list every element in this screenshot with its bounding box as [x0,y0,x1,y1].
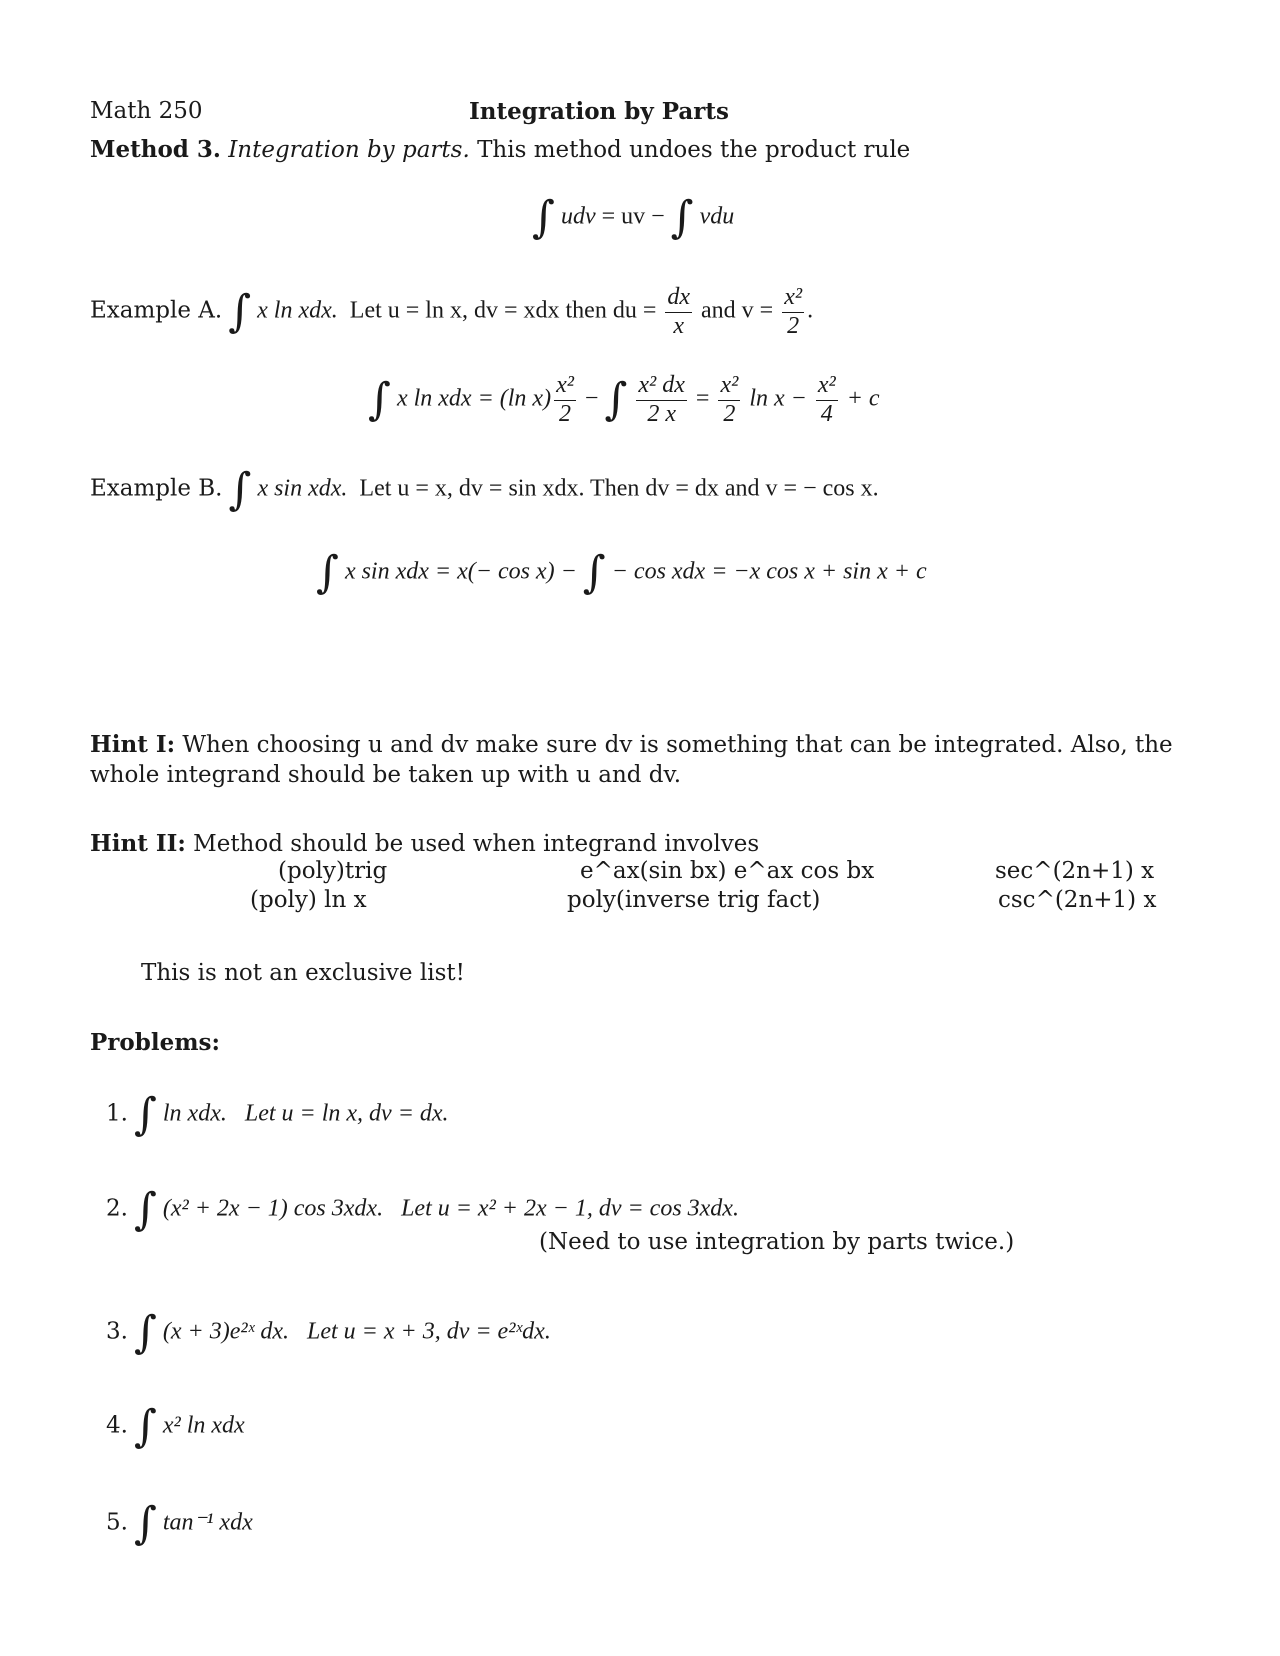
problem-number: 1. [106,1100,128,1127]
problem-note: (Need to use integration by parts twice.) [539,1229,1015,1255]
integral-sign-icon: ∫ [670,192,694,243]
course-label: Math 250 [90,98,203,124]
integral-sign-icon: ∫ [368,374,391,426]
integral-sign-icon: ∫ [532,192,555,243]
problem-item [106,1184,739,1235]
integral-sign-icon: ∫ [133,1089,157,1140]
hint-two-col2-row1: e^ax(sin bx) e^ax cos bx [580,858,875,884]
formula-left: udv [560,203,596,230]
problem-integral: (x + 3)e²ˣ dx. [162,1318,289,1345]
integral-sign-icon: ∫ [228,464,252,515]
problem-hint: Let u = x² + 2x − 1, dv = cos 3xdx. [401,1195,739,1222]
page-title: Integration by Parts [469,98,729,125]
work-a-frac4 [816,372,838,428]
formula-eq: = uv − [601,203,665,230]
example-b-work [316,547,927,598]
integral-sign-icon: ∫ [228,286,252,338]
integral-sign-icon: ∫ [604,374,628,426]
problem-hint: Let u = x + 3, dv = e²ˣdx. [307,1318,551,1345]
work-a-tail: + c [846,385,880,412]
du-den: x [673,312,685,339]
example-a-label: Example A. [90,297,223,324]
hint-one-text: When choosing u and dv make sure dv is something that can be integrated. Also, the whole integrand should be taken up with u and dv. [90,732,1173,788]
integral-sign-icon: ∫ [133,1307,157,1358]
integral-sign-icon: ∫ [133,1184,157,1235]
problem-item [106,1401,245,1452]
problem-number: 2. [106,1195,128,1222]
problems-heading: Problems: [90,1029,220,1056]
example-a-text: Let u = ln x, dv = xdx then du = [349,297,657,324]
work-a-minus: − [584,385,599,412]
v-num: x² [782,284,804,313]
and-v: and v = [701,297,774,324]
frac1-den: 2 [558,400,571,427]
work-a-lnx: ln x − [749,385,807,412]
integral-sign-icon: ∫ [133,1498,157,1549]
problem-integral: tan⁻¹ xdx [162,1509,253,1536]
parts-formula [532,192,735,243]
problem-item [106,1089,449,1140]
problem-item [106,1307,551,1358]
integral-sign-icon: ∫ [133,1401,157,1452]
example-a-line [90,284,813,340]
hint-two-col3-row2: csc^(2n+1) x [998,887,1157,913]
problem-hint: Let u = ln x, dv = dx. [244,1100,449,1127]
v-end: . [807,297,814,324]
frac4-den: 4 [820,400,833,427]
hint-one [90,730,1210,790]
problem-number: 5. [106,1509,128,1536]
frac4-num: x² [816,372,838,401]
problem-integral: ln xdx. [162,1100,227,1127]
work-b-rhs: − cos xdx = −x cos x + sin x + c [611,558,927,585]
example-b-text: Let u = x, dv = sin xdx. Then dv = dx and v = − cos x. [359,475,879,502]
v-fraction [782,284,804,340]
example-a-work [368,372,880,428]
method-description: This method undoes the product rule [477,137,911,163]
method-label: Method 3. [90,136,221,163]
du-num: dx [665,284,692,313]
example-b-integrand: x sin xdx. [257,475,348,502]
v-den: 2 [787,312,800,339]
hint-one-label: Hint I: [90,731,176,758]
frac2-den: 2 x [647,400,676,427]
integral-sign-icon: ∫ [582,547,606,598]
work-a-frac1 [554,372,576,428]
formula-right: vdu [699,203,735,230]
problem-number: 4. [106,1412,128,1439]
hint-two-text: Method should be used when integrand involves [193,831,760,857]
problem-integral: (x² + 2x − 1) cos 3xdx. [162,1195,384,1222]
example-b-line [90,464,879,515]
frac3-den: 2 [723,400,736,427]
hint-two-col3-row1: sec^(2n+1) x [995,858,1155,884]
work-a-frac3 [718,372,740,428]
hint-two-note: This is not an exclusive list! [141,960,465,986]
work-a-eq: = [695,385,710,412]
hint-two-label: Hint II: [90,830,186,857]
work-b-lhs: x sin xdx = x(− cos x) − [344,558,577,585]
work-a-lhs: x ln xdx = (ln x) [396,385,552,412]
hint-two-col2-row2: poly(inverse trig fact) [567,887,821,913]
frac3-num: x² [718,372,740,401]
hint-two [90,832,759,856]
frac2-num: x² dx [636,372,687,401]
hint-two-col1-row2: (poly) ln x [250,887,367,913]
hint-two-col1-row1: (poly)trig [278,858,388,884]
frac1-num: x² [554,372,576,401]
integral-sign-icon: ∫ [316,547,339,598]
example-b-label: Example B. [90,475,223,502]
method-name: Integration by parts. [228,137,470,163]
problem-number: 3. [106,1318,128,1345]
problem-integral: x² ln xdx [162,1412,245,1439]
example-a-integrand: x ln xdx. [257,297,338,324]
method-line [90,138,910,162]
work-a-frac2 [636,372,687,428]
du-fraction [665,284,692,340]
problem-item [106,1498,253,1549]
